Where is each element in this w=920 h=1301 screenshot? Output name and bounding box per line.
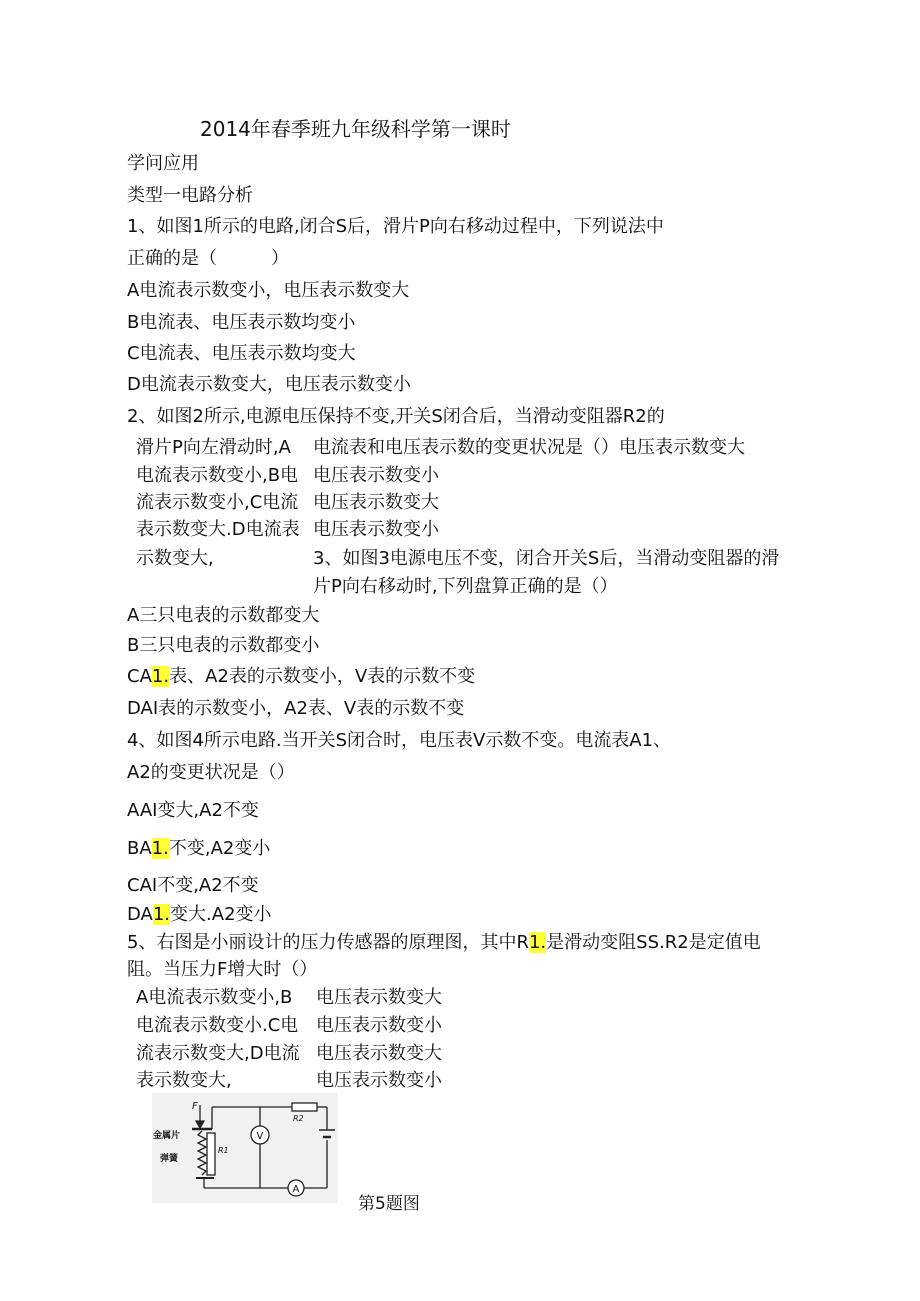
q3-option-d: DAI表的示数变小，A2表、V表的示数不变	[127, 698, 465, 719]
q5-stem-line1	[127, 932, 761, 954]
figure-caption: 第5题图	[358, 1194, 420, 1214]
q3-option-c-prefix: CA	[127, 666, 152, 687]
q2-left-line: 流表示数变小,C电流	[136, 492, 299, 513]
q3-option-a: A三只电表的示数都变大	[127, 605, 320, 626]
r1-resistor	[207, 1133, 215, 1175]
q2-right-line: 电压表示数变小	[313, 519, 439, 540]
label-r2: R2	[293, 1114, 304, 1123]
q2-left-line: 滑片P向左滑动时,A	[136, 437, 291, 458]
q3-stem-line1: 3、如图3电源电压不变，闭合开关S后，当滑动变阻器的滑	[313, 548, 780, 569]
q4-option-d-prefix: DA	[127, 904, 153, 925]
q2-stem-line1: 2、如图2所示,电源电压保持不变,开关S闭合后，当滑动变阻器R2的	[127, 406, 665, 427]
q4-option-d	[127, 904, 272, 926]
q3-stem-line2: 片P向右移动时,下列盘算正确的是（）	[313, 576, 618, 597]
q1-stem-line1: 1、如图1所示的电路,闭合S后，滑片P向右移动过程中，下列说法中	[127, 216, 664, 237]
q1-stem-line2: 正确的是（ ）	[127, 248, 289, 269]
q5-left-line: 电流表示数变小.C电	[136, 1015, 299, 1036]
q2-left-line: 示数变大,	[136, 548, 214, 569]
q1-option-d: D电流表示数变大，电压表示数变小	[127, 374, 411, 395]
q4-option-b-prefix: BA	[127, 838, 152, 859]
highlighted-text: 1.	[528, 932, 547, 953]
q5-stem-rest: 是滑动变阻SS.R2是定值电	[546, 932, 761, 953]
section-heading: 学问应用	[127, 153, 199, 174]
q4-option-d-rest: 变大.A2变小	[170, 904, 272, 925]
q5-right-line: 电压表示数变小	[316, 1015, 442, 1036]
label-metal-plate: 金属片	[153, 1131, 181, 1141]
q3-option-c	[127, 666, 475, 688]
q4-stem-line1: 4、如图4所示电路.当开关S闭合时，电压表V示数不变。电流表A1、	[127, 730, 672, 751]
q5-stem-prefix: 5、右图是小丽设计的压力传感器的原理图，其中R	[127, 932, 529, 953]
q5-right-line: 电压表示数变小	[316, 1070, 442, 1091]
q2-right-line: 电流表和电压表示数的变更状况是（）电压表示数变大	[313, 437, 745, 458]
highlighted-text: 1.	[151, 838, 169, 859]
q3-option-b: B三只电表的示数都变小	[127, 635, 320, 656]
q2-right-line: 电压表示数变小	[313, 465, 439, 486]
r2-resistor	[292, 1103, 317, 1111]
q5-left-line: 流表示数变大,D电流	[136, 1043, 300, 1064]
q5-right-line: 电压表示数变大	[316, 987, 442, 1008]
label-r1: R1	[218, 1146, 229, 1155]
q2-right-line: 电压表示数变大	[313, 492, 439, 513]
q4-option-b-rest: 不变,A2变小	[168, 838, 271, 859]
q3-option-c-rest: 表、A2表的示数变小，V表的示数不变	[169, 666, 476, 687]
q2-left-line: 电流表示数变小,B电	[136, 465, 299, 486]
q4-option-c: CAI不变,A2不变	[127, 875, 259, 896]
q1-option-b: B电流表、电压表示数均变小	[127, 312, 356, 333]
circuit-figure	[152, 1093, 338, 1203]
highlighted-text: 1.	[152, 904, 171, 925]
label-ammeter: A	[292, 1184, 300, 1195]
force-arrowhead	[196, 1121, 204, 1128]
q1-option-c: C电流表、电压表示数均变大	[127, 343, 356, 364]
type-heading: 类型一电路分析	[127, 185, 253, 206]
q5-left-line: 表示数变大,	[136, 1070, 232, 1091]
highlighted-text: 1.	[151, 666, 170, 687]
label-spring: 弹簧	[160, 1154, 179, 1164]
q1-option-a: A电流表示数变小，电压表示数变大	[127, 280, 410, 301]
q4-stem-line2: A2的变更状况是（）	[127, 762, 295, 783]
circuit-diagram	[152, 1093, 338, 1203]
q4-option-b	[127, 838, 270, 860]
page-title: 2014年春季班九年级科学第一课时	[200, 117, 511, 141]
q4-option-a: AAI变大,A2不变	[127, 800, 259, 821]
q5-right-line: 电压表示数变大	[316, 1043, 442, 1064]
label-f: F	[192, 1101, 198, 1112]
q2-left-line: 表示数变大.D电流表	[136, 519, 300, 540]
q5-stem-line2: 阻。当压力F增大时（）	[127, 959, 318, 980]
q5-left-line: A电流表示数变小,B	[136, 987, 293, 1008]
spring	[198, 1131, 206, 1175]
label-voltmeter: V	[256, 1131, 264, 1142]
